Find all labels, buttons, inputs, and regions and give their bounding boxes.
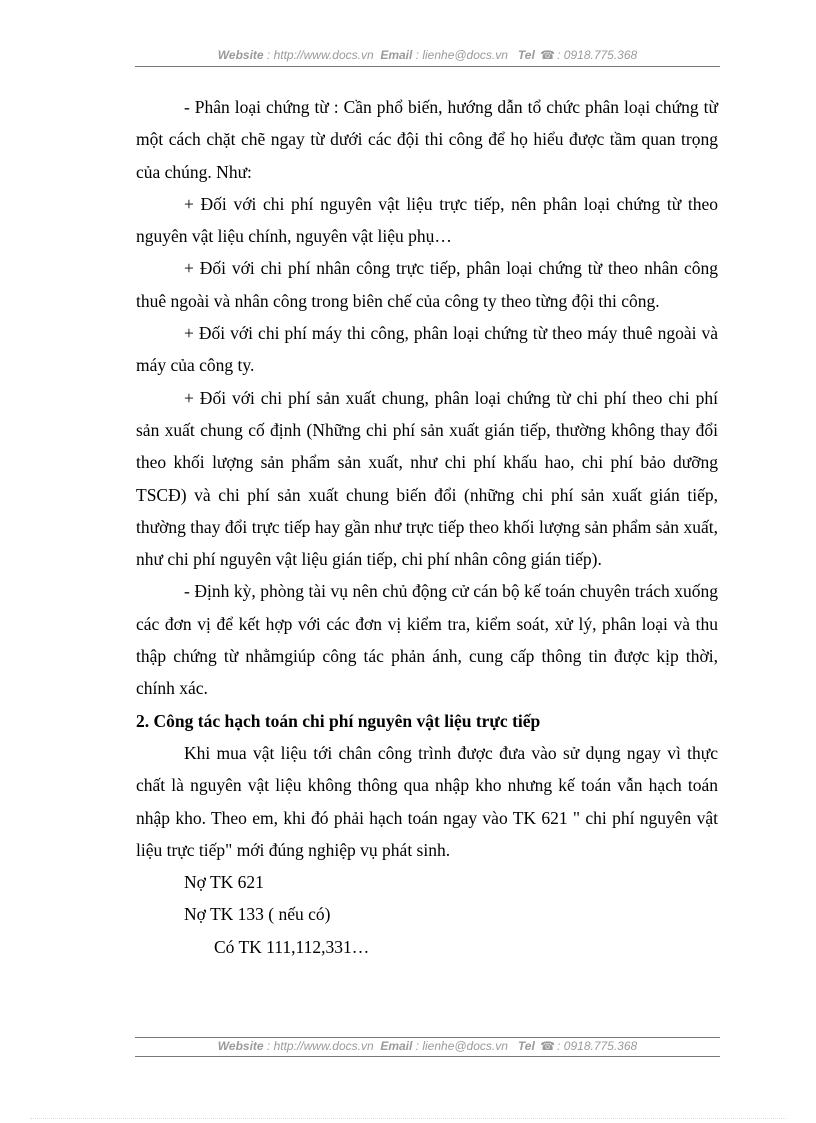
- paragraph-overhead-cost: + Đối với chi phí sản xuất chung, phân loại chứng từ chi phí theo chi phí sản xuất chung cố định (Những chi phí sản xuất gián tiếp, thường không thay đổi theo khối lượng sản phẩm sản xuất, như chi phí khấu hao, chi phí bảo dưỡng TSCĐ) và chi phí sản xuất chung biến đổi (những chi phí sản xuất gián tiếp, thường thay đổi trực tiếp hay gần như trực tiếp theo khối lượng sản phẩm sản xuất, như chi phí nguyên vật liệu gián tiếp, chi phí nhân công gián tiếp).: [136, 387, 718, 570]
- header-tel-label: Tel: [517, 48, 535, 62]
- footer-website-value: : http://www.docs.vn: [266, 1039, 374, 1053]
- header-email-label: Email: [380, 48, 413, 62]
- footer-email-value: : lienhe@docs.vn: [415, 1039, 508, 1053]
- journal-entry-debit-621: Nợ TK 621: [184, 872, 264, 893]
- section-heading: 2. Công tác hạch toán chi phí nguyên vật liệu trực tiếp: [136, 710, 541, 731]
- footer-rule: [135, 1037, 720, 1038]
- paragraph-material-cost: + Đối với chi phí nguyên vật liệu trực tiếp, nên phân loại chứng từ theo nguyên vật liệu chính, nguyên vật liệu phụ…: [136, 193, 718, 247]
- paragraph-material-accounting: Khi mua vật liệu tới chân công trình được đưa vào sử dụng ngay vì thực chất là nguyên vật liệu không thông qua nhập kho nhưng kế toán vẫn hạch toán nhập kho. Theo em, khi đó phải hạch toán ngay vào TK 621 " chi phí nguyên vật liệu trực tiếp" mới đúng nghiệp vụ phát sinh.: [136, 742, 718, 860]
- footer-tel-label: Tel: [517, 1039, 535, 1053]
- page-footer: [135, 1039, 720, 1053]
- footer-email-label: Email: [380, 1039, 413, 1053]
- footer-bottom-rule: [135, 1056, 720, 1057]
- phone-icon: ☎: [540, 1039, 556, 1053]
- footer-website-label: Website: [217, 1039, 264, 1053]
- journal-entry-debit-133: Nợ TK 133 ( nếu có): [184, 904, 331, 925]
- page-edge-dotted-line: [30, 1118, 786, 1119]
- header-website-label: Website: [217, 48, 264, 62]
- page-header: [135, 48, 720, 62]
- document-body: [136, 91, 718, 963]
- header-website-value: : http://www.docs.vn: [266, 48, 374, 62]
- journal-entry-credit: Có TK 111,112,331…: [214, 936, 370, 957]
- footer-tel-value: : 0918.775.368: [557, 1039, 638, 1053]
- header-email-value: : lienhe@docs.vn: [415, 48, 508, 62]
- paragraph-labor-cost: + Đối với chi phí nhân công trực tiếp, phân loại chứng từ theo nhân công thuê ngoài và nhân công trong biên chế của công ty theo từng đội thi công.: [136, 258, 718, 311]
- paragraph-machine-cost: + Đối với chi phí máy thi công, phân loại chứng từ theo máy thuê ngoài và máy của công ty.: [136, 323, 718, 376]
- header-tel-value: : 0918.775.368: [557, 48, 638, 62]
- phone-icon: ☎: [540, 48, 556, 62]
- paragraph-periodic-review: - Định kỳ, phòng tài vụ nên chủ động cử cán bộ kế toán chuyên trách xuống các đơn vị để kết hợp với các đơn vị kiểm tra, kiểm soát, xử lý, phân loại và thu thập chứng từ nhằmgiúp công tác phản ánh, cung cấp thông tin được kịp thời, chính xác.: [136, 581, 718, 699]
- header-rule: [135, 66, 720, 67]
- paragraph-classify-vouchers: - Phân loại chứng từ : Cần phổ biến, hướng dẫn tổ chức phân loại chứng từ một cách chặt chẽ ngay từ dưới các đội thi công để họ hiểu được tầm quan trọng của chúng. Như:: [136, 97, 718, 182]
